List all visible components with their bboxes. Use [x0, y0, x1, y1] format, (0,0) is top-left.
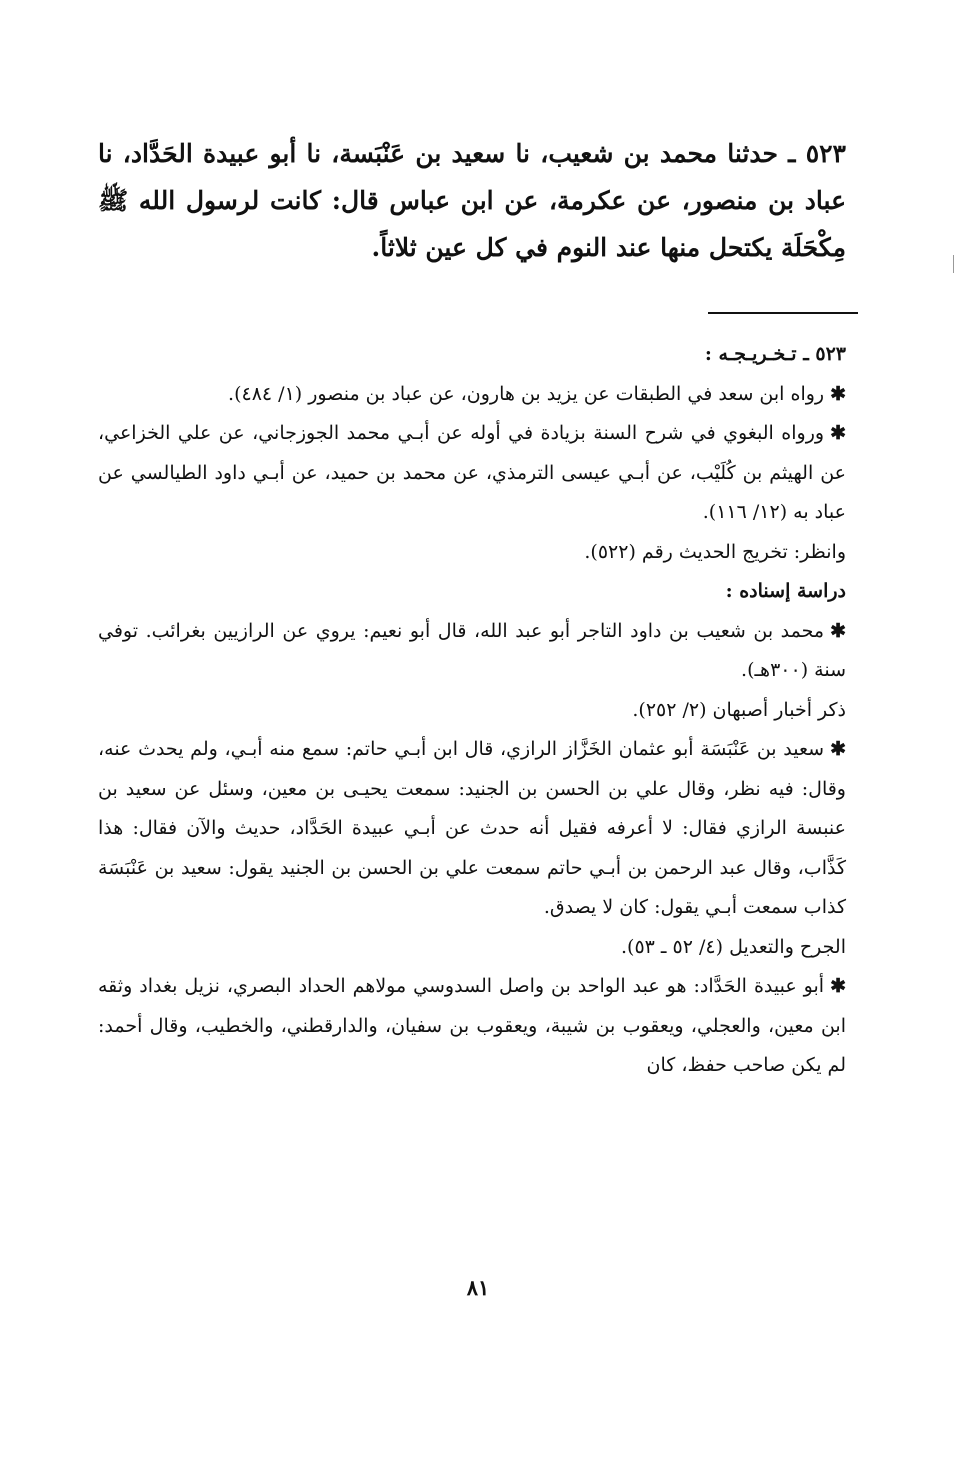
note-abu-ubayda — [98, 967, 846, 1086]
note-saeed-bin-anbasa — [98, 730, 846, 928]
page-number: ٨١ — [466, 1275, 490, 1300]
margin-mark — [953, 255, 954, 273]
isnad-heading-text: دراسة إسناده : — [725, 580, 846, 602]
star-icon: ✱ — [830, 975, 846, 997]
takhrij-heading-text: ٥٢٣ ـ تـخـريـجـه : — [704, 343, 846, 365]
isnad-heading — [98, 572, 846, 612]
hadith-number: ٥٢٣ ـ — [788, 139, 846, 168]
note-baghawi — [98, 414, 846, 533]
note-jarh-ref — [98, 928, 846, 968]
notes-section — [98, 335, 846, 1086]
star-icon: ✱ — [830, 738, 846, 760]
note-text: وانظر: تخريج الحديث رقم (٥٢٢). — [584, 540, 846, 563]
note-text: ورواه البغوي في شرح السنة بزيادة في أوله عن أبـي محمد الجوزجاني، عن علي الخزاعي، عن الهيثم بن كُلَيْب، عن أبـي عيسى الترمذي، عن محمد بن حميد، عن أبـي داود الطيالسي عن عباد به (١٢/ ١١٦). — [98, 422, 846, 523]
note-text: رواه ابن سعد في الطبقات عن يزيد بن هارون، عن عباد بن منصور (١/ ٤٨٤). — [228, 382, 825, 405]
takhrij-heading — [98, 335, 846, 375]
note-text: أبو عبيدة الحَدَّاد: هو عبد الواحد بن واصل السدوسي مولاهم الحداد البصري، نزيل بغداد وثقه ابن معين، والعجلي، ويعقوب بن شيبة، ويعقوب بن سفيان، والدارقطني، والخطيب، وقال أحمد: لم يكن صاحب حفظ، كان — [98, 975, 846, 1076]
hadith-paragraph — [98, 130, 846, 271]
note-muhammad-bin-shuayb — [98, 612, 846, 691]
footnote-separator — [708, 312, 858, 314]
hadith-text: حدثنا محمد بن شعيب، نا سعيد بن عَنْبَسة، نا أبو عبيدة الحَدَّاد، نا عباد بن منصور، عن عكرمة، عن ابن عباس قال: كانت لرسول الله ﷺ مِكْحَلَة يكتحل منها عند النوم في كل عين ثلاثاً. — [98, 139, 846, 262]
note-isbahan-ref — [98, 691, 846, 731]
star-icon: ✱ — [830, 422, 846, 444]
note-text: محمد بن شعيب بن داود التاجر أبو عبد الله، قال أبو نعيم: يروي عن الرازيين بغرائب. توفي سنة (٣٠٠هـ). — [98, 619, 846, 681]
note-text: سعيد بن عَنْبَسَة أبو عثمان الخَزَّاز الرازي، قال ابن أبـي حاتم: سمع منه أبـي، ولم يحدث عنه، وقال: فيه نظر، وقال علي بن الحسن بن الجنيد: سمعت يحيـى بن معين، وسئل عن سعيد بن عنبسة الرازي فقال: لا أعرفه فقيل أنه حدث عن أبـي عبيدة الحَدَّاد، حديث والآن فقال: هذا كَذَّاب، وقال عبد الرحمن بن أبـي حاتم سمعت علي بن الحسن بن الجنيد يقول: سعيد بن عَنْبَسَة كذاب سمعت أبـي يقول: كان لا يصدق. — [98, 738, 846, 918]
note-ibn-saad — [98, 375, 846, 415]
note-see-also — [98, 533, 846, 573]
star-icon: ✱ — [830, 619, 846, 642]
main-text-block — [98, 130, 846, 271]
note-text: الجرح والتعديل (٤/ ٥٢ ـ ٥٣). — [621, 935, 846, 958]
star-icon: ✱ — [830, 382, 846, 405]
note-text: ذكر أخبار أصبهان (٢/ ٢٥٢). — [632, 698, 846, 721]
